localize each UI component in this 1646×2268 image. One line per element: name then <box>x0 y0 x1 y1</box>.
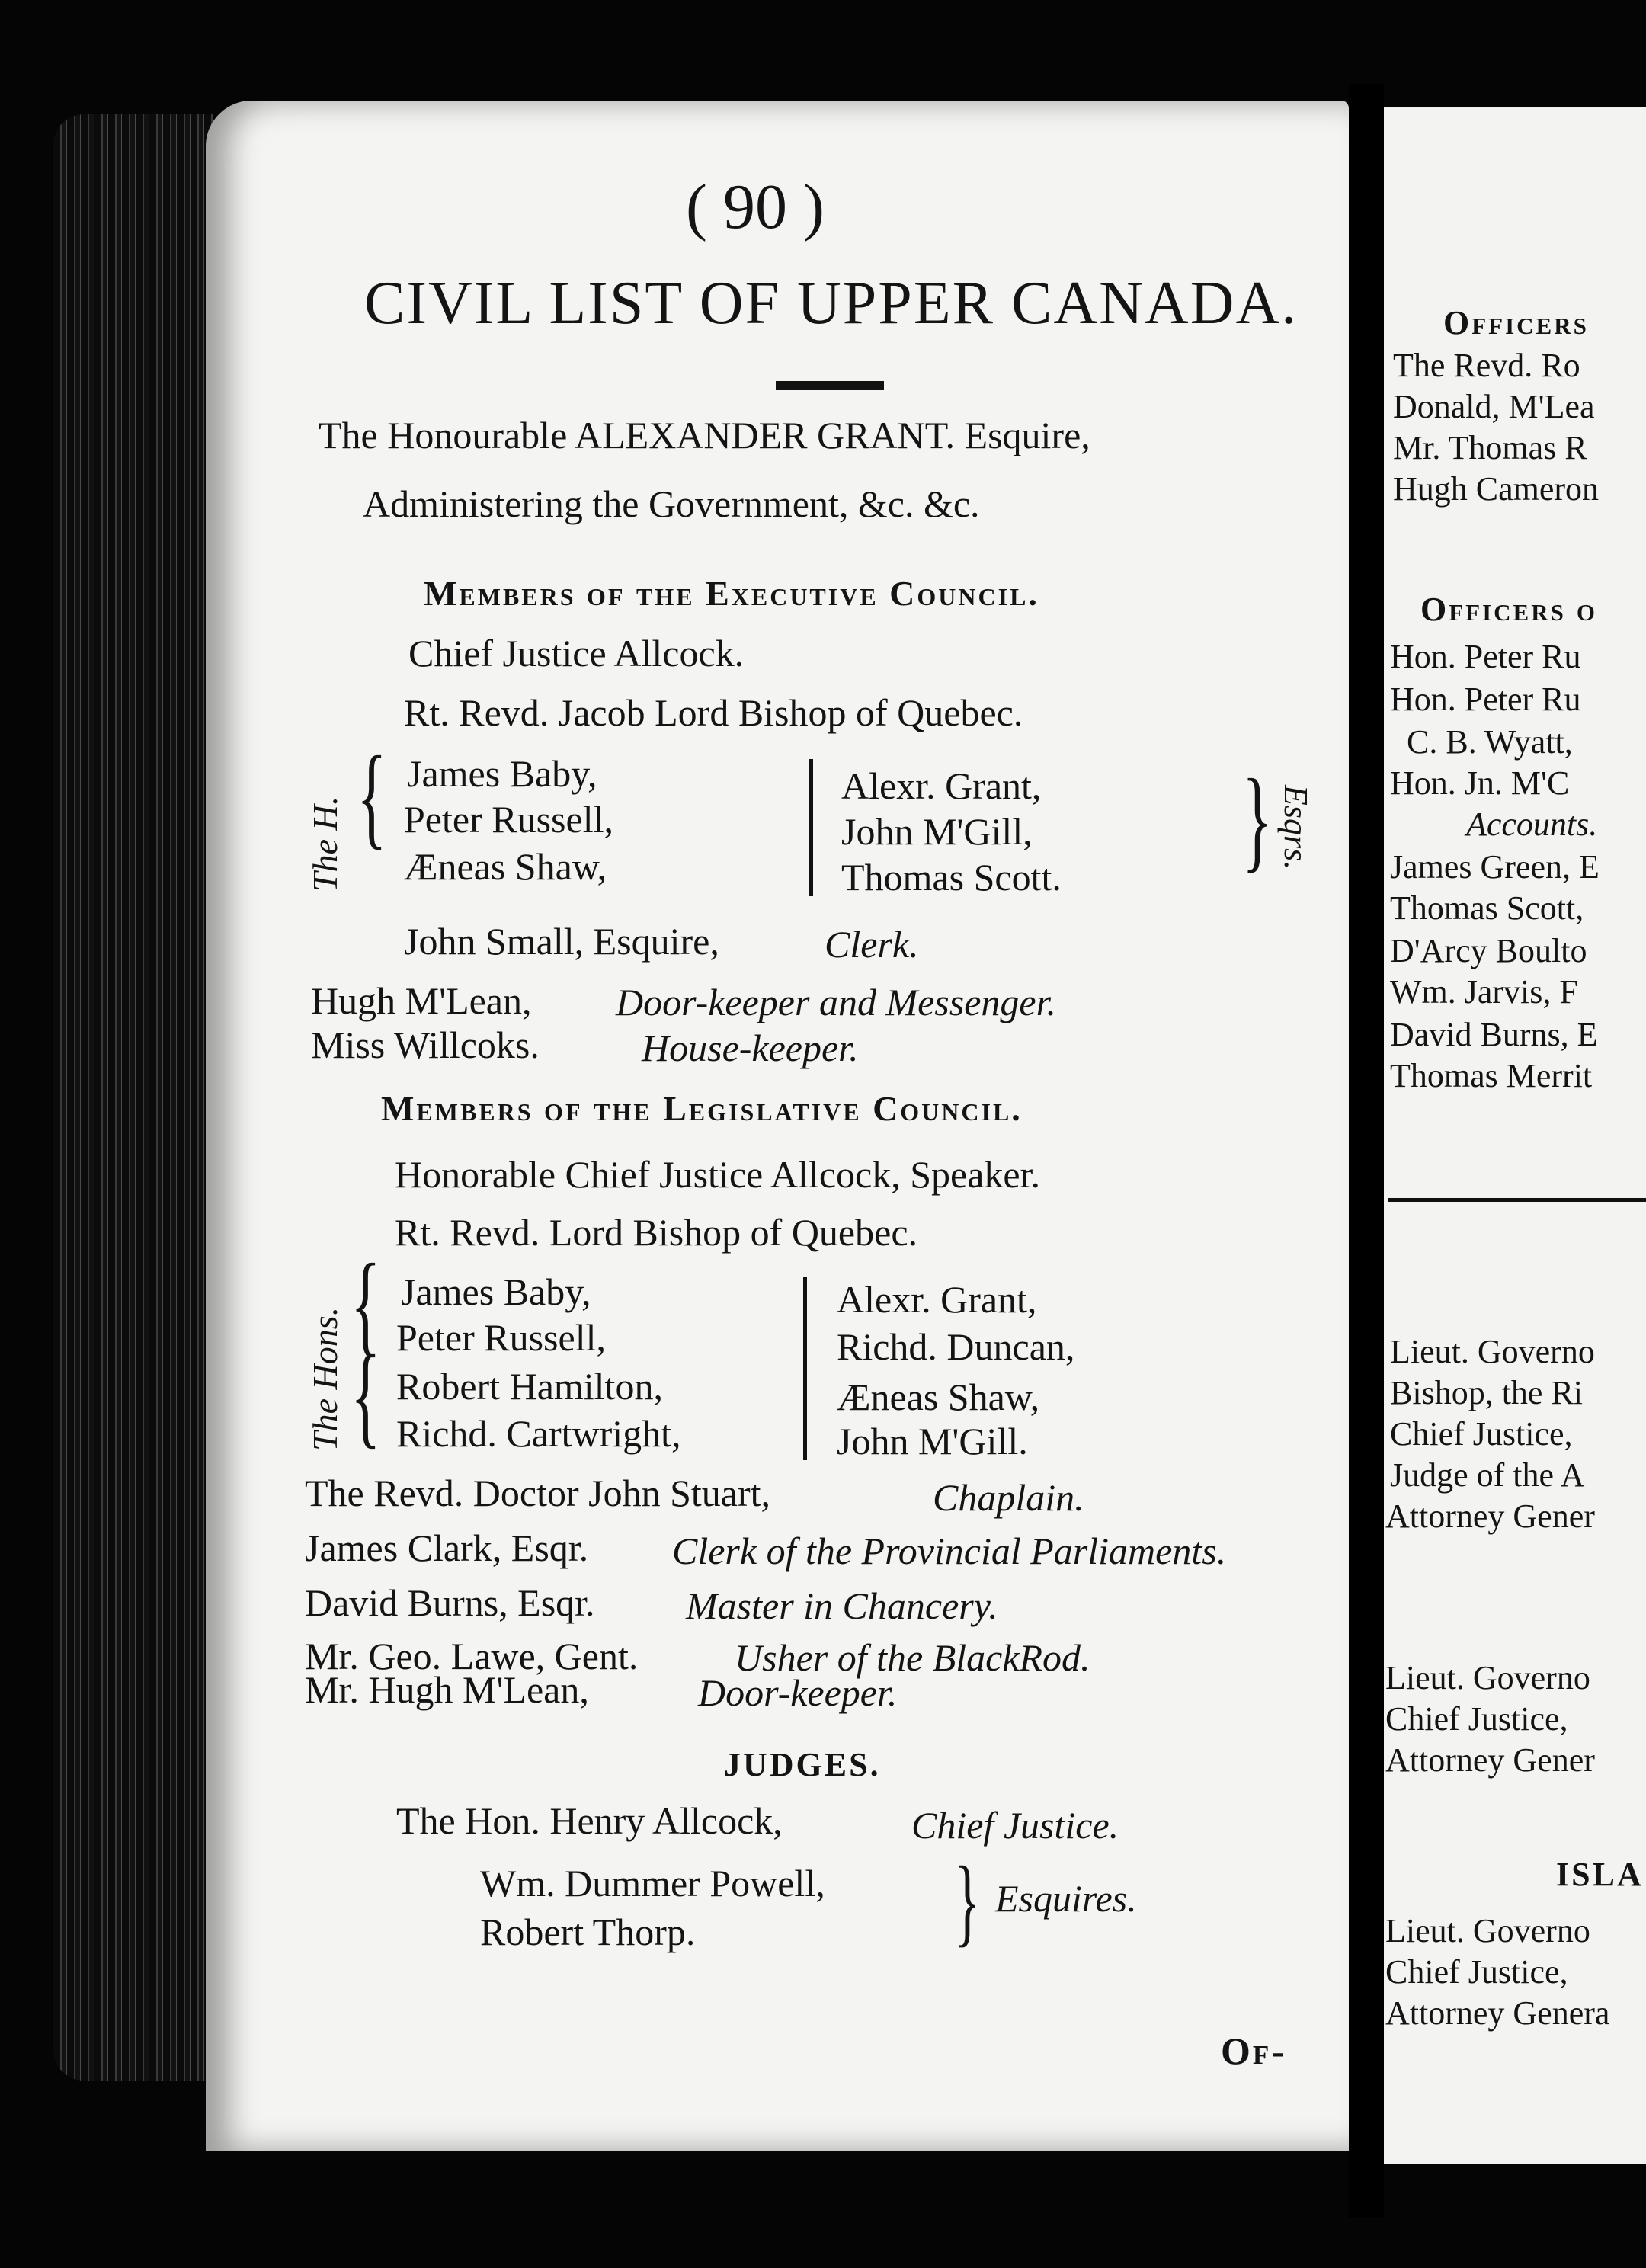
judge-name: Wm. Dummer Powell, <box>480 1862 825 1904</box>
left-brace: { <box>351 1241 381 1367</box>
legislative-member: Richd. Duncan, <box>837 1325 1075 1368</box>
right-line: Thomas Scott, <box>1390 889 1584 927</box>
right-line: Attorney Gener <box>1385 1741 1595 1779</box>
judge-name: Robert Thorp. <box>480 1911 696 1953</box>
executive-doorkeeper-name: Hugh M'Lean, <box>311 979 532 1022</box>
right-line: Lieut. Governo <box>1390 1333 1595 1370</box>
right-line: Lieut. Governo <box>1385 1912 1590 1949</box>
right-line: David Burns, E <box>1390 1016 1598 1053</box>
legislative-member: Æneas Shaw, <box>837 1376 1040 1418</box>
right-line: The Revd. Ro <box>1393 347 1580 384</box>
legislative-officer-name: Mr. Geo. Lawe, Gent. <box>305 1635 639 1677</box>
executive-doorkeeper-role: Door-keeper and Messenger. <box>616 981 1057 1023</box>
book-gutter <box>1349 84 1384 2218</box>
left-brace: { <box>351 1332 381 1459</box>
executive-member: James Baby, <box>407 752 597 795</box>
legislative-line-2: Rt. Revd. Lord Bishop of Quebec. <box>395 1211 918 1254</box>
right-line: Thomas Merrit <box>1390 1057 1593 1094</box>
legislative-member: Richd. Cartwright, <box>396 1412 681 1455</box>
right-line: Bishop, the Ri <box>1390 1374 1584 1411</box>
right-page-rule <box>1388 1198 1646 1202</box>
right-line: Chief Justice, <box>1385 1700 1568 1738</box>
right-line: D'Arcy Boulto <box>1390 932 1587 969</box>
right-line: Officers o <box>1420 591 1597 628</box>
executive-clerk-role: Clerk. <box>825 923 919 966</box>
column-divider <box>803 1277 807 1460</box>
right-line: ISLA <box>1556 1856 1644 1893</box>
legislative-officer-role: Clerk of the Provincial Parliaments. <box>672 1530 1227 1572</box>
right-line: Donald, M'Lea <box>1393 388 1595 425</box>
executive-member: John M'Gill, <box>841 810 1033 853</box>
judges-role: Esquires. <box>995 1877 1137 1920</box>
legislative-member: John M'Gill. <box>837 1420 1028 1462</box>
right-line: Wm. Jarvis, F <box>1390 973 1578 1011</box>
executive-member: Thomas Scott. <box>841 856 1062 899</box>
right-line: Accounts. <box>1466 806 1598 843</box>
right-line: Mr. Thomas R <box>1393 429 1587 466</box>
administrator-line-2: Administering the Government, &c. &c. <box>363 482 980 525</box>
right-page <box>1384 107 1646 2164</box>
legislative-council-heading: Members of the Legislative Council. <box>381 1089 1023 1128</box>
legislative-member: Alexr. Grant, <box>837 1278 1037 1321</box>
chief-justice-role: Chief Justice. <box>911 1804 1119 1847</box>
legislative-member: Peter Russell, <box>396 1316 606 1359</box>
right-line: Hugh Cameron <box>1393 470 1600 508</box>
right-line: Chief Justice, <box>1390 1415 1573 1453</box>
right-brace: } <box>954 1847 981 1956</box>
left-brace: { <box>357 733 387 860</box>
right-line: Attorney Gener <box>1385 1498 1595 1535</box>
right-line: Chief Justice, <box>1385 1953 1568 1991</box>
page-number: ( 90 ) <box>686 171 825 242</box>
legislative-member: James Baby, <box>401 1270 591 1313</box>
right-line: Hon. Jn. M'C <box>1390 764 1570 802</box>
legislative-officer-role: Door-keeper. <box>698 1671 898 1714</box>
legislative-officer-name: James Clark, Esqr. <box>305 1526 589 1569</box>
legislative-line-1: Honorable Chief Justice Allcock, Speaker. <box>395 1153 1040 1196</box>
executive-housekeeper-name: Miss Willcoks. <box>311 1023 540 1066</box>
executive-side-label: The H. <box>306 796 344 892</box>
legislative-officer-name: Mr. Hugh M'Lean, <box>305 1668 589 1711</box>
executive-member: Peter Russell, <box>404 798 613 841</box>
right-line: Judge of the A <box>1390 1456 1585 1494</box>
right-line: Attorney Genera <box>1385 1994 1610 2032</box>
executive-council-heading: Members of the Executive Council. <box>424 574 1039 613</box>
catchword: Of- <box>1221 2029 1286 2072</box>
right-line: Officers <box>1443 304 1589 341</box>
right-line: Hon. Peter Ru <box>1390 681 1581 718</box>
legislative-member: Robert Hamilton, <box>396 1365 663 1408</box>
right-line: C. B. Wyatt, <box>1407 723 1573 761</box>
legislative-officer-role: Usher of the BlackRod. <box>735 1636 1090 1679</box>
page-title: CIVIL LIST OF UPPER CANADA. <box>364 270 1299 337</box>
column-divider <box>809 759 813 896</box>
executive-member: Æneas Shaw, <box>404 845 607 888</box>
right-line: Hon. Peter Ru <box>1390 638 1581 675</box>
legislative-officer-role: Chaplain. <box>933 1476 1084 1519</box>
executive-clerk-name: John Small, Esquire, <box>404 920 719 963</box>
book-binding-edge <box>53 114 213 2081</box>
legislative-officer-name: The Revd. Doctor John Stuart, <box>305 1472 771 1514</box>
executive-housekeeper-role: House-keeper. <box>642 1027 859 1069</box>
executive-side-label-right: Esqrs. <box>1277 785 1315 870</box>
legislative-side-label: The Hons. <box>306 1306 344 1451</box>
right-line: James Green, E <box>1390 848 1600 886</box>
title-rule <box>776 381 884 390</box>
right-line: Lieut. Governo <box>1385 1659 1590 1696</box>
executive-line-2: Rt. Revd. Jacob Lord Bishop of Quebec. <box>404 691 1023 734</box>
chief-justice-name: The Hon. Henry Allcock, <box>396 1799 783 1842</box>
right-brace: } <box>1242 756 1273 883</box>
executive-member: Alexr. Grant, <box>841 764 1042 807</box>
judges-heading: JUDGES. <box>724 1746 881 1783</box>
legislative-officer-role: Master in Chancery. <box>686 1584 998 1627</box>
legislative-officer-name: David Burns, Esqr. <box>305 1581 595 1624</box>
executive-line-1: Chief Justice Allcock. <box>408 632 745 674</box>
administrator-line-1: The Honourable ALEXANDER GRANT. Esquire, <box>319 414 1090 456</box>
